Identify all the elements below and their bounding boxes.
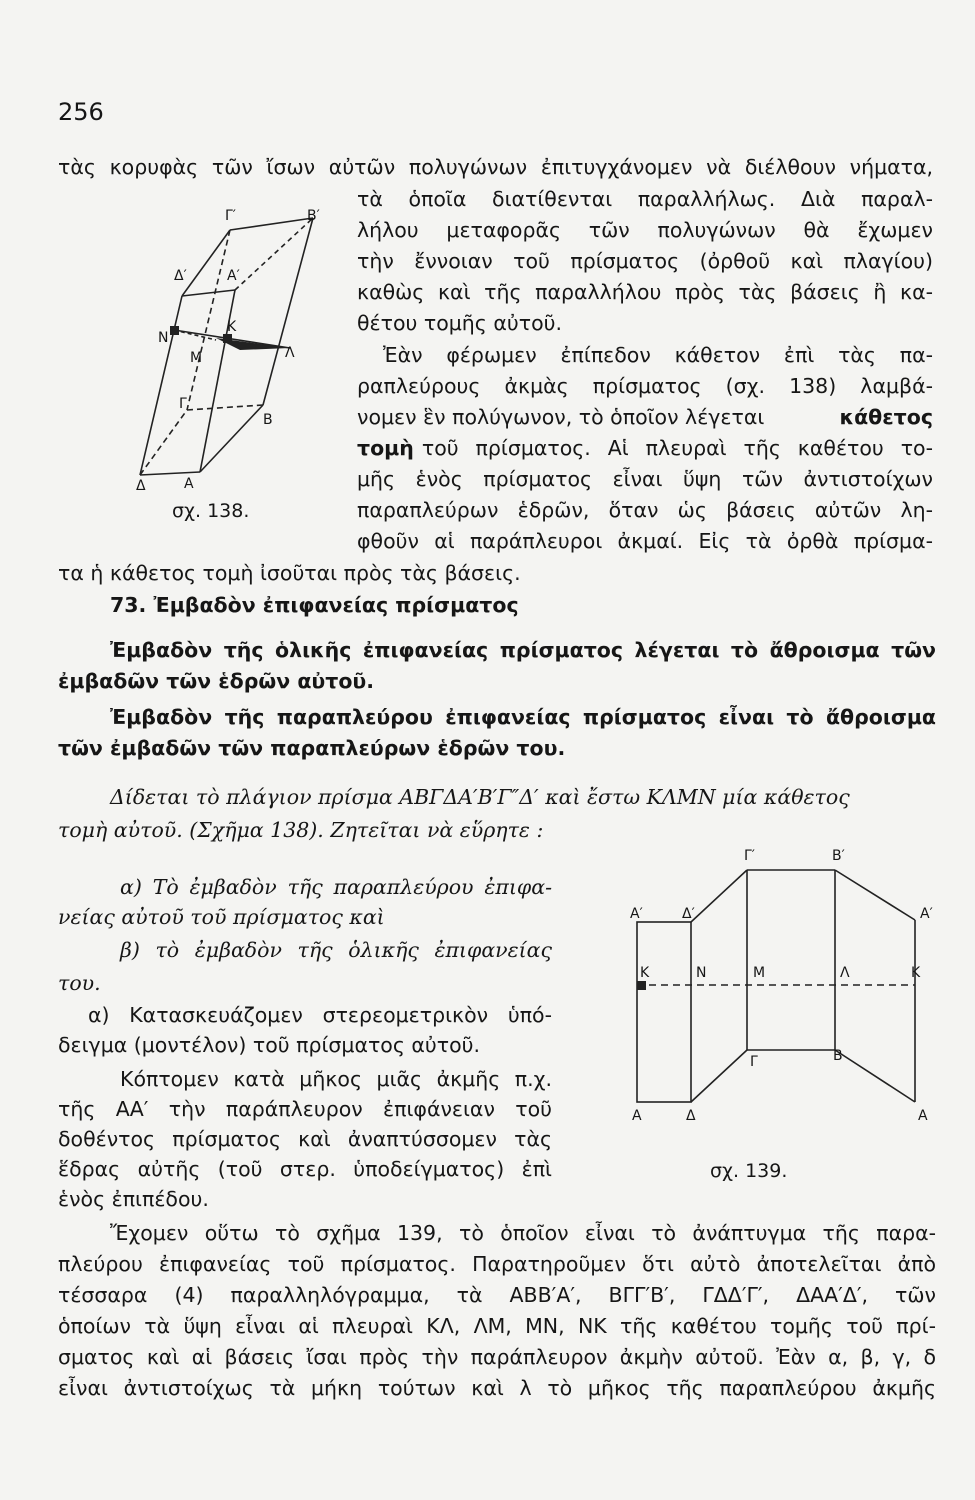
text-span: νομεν ἓν πολύγωνον, τὸ ὁποῖον λέγεται	[357, 405, 765, 429]
label-b: Β	[263, 412, 273, 428]
label-l: Λ	[285, 345, 295, 361]
text-line: τὰ ὁποῖα διατίθενται παραλλήλως. Διὰ παραλ-	[357, 187, 933, 211]
text-line: τὰς κορυφὰς τῶν ἴσων αὐτῶν πολυγώνων ἐπιτυγχάνομεν νὰ διέλθουν νήματα,	[58, 155, 933, 179]
text-span: τοῦ πρίσματος. Αἱ πλευραὶ τῆς καθέτου το-	[421, 436, 933, 460]
text-line: σματος καὶ αἱ βάσεις ἴσαι πρὸς τὴν παράπλευρον ἀκμὴν αὐτοῦ. Ἐὰν α, β, γ, δ	[58, 1345, 936, 1369]
label-a1: Α′	[227, 268, 240, 284]
section-title: Ἐμβαδὸν ἐπιφανείας πρίσματος	[153, 593, 519, 617]
face-a-d	[637, 922, 691, 1102]
text-line: Ἔχομεν οὕτω τὸ σχῆμα 139, τὸ ὁποῖον εἶναι τὸ ἀνάπτυγμα τῆς παρα-	[110, 1221, 936, 1245]
label-b: Β	[833, 1048, 843, 1064]
label-d: Δ	[136, 478, 146, 494]
label-l: Λ	[840, 965, 850, 981]
figure-138-caption: σχ. 138.	[172, 500, 250, 522]
text-line: τα ἡ κάθετος τομὴ ἰσοῦται πρὸς τὰς βάσεις.	[58, 561, 521, 585]
text-line: λήλου μεταφορᾶς τῶν πολυγώνων θὰ ἔχωμεν	[357, 218, 933, 242]
label-a-right: Α	[918, 1108, 928, 1124]
point-k-marker	[637, 981, 646, 990]
label-a1-right: Α′	[920, 906, 933, 922]
label-a: Α	[184, 476, 194, 492]
section-number: 73.	[110, 593, 147, 617]
label-b1: Β′	[307, 208, 320, 224]
text-line: Κόπτομεν κατὰ μῆκος μιᾶς ἀκμῆς π.χ.	[120, 1067, 552, 1091]
text-line: μῆς ἑνὸς πρίσματος εἶναι ὕψη τῶν ἀντιστοίχων	[357, 467, 933, 491]
section-heading	[110, 590, 519, 620]
text-line: ραπλεύρους ἀκμὰς πρίσματος (σχ. 138) λαμβά-	[357, 374, 933, 398]
label-m: Μ	[753, 965, 766, 981]
text-line	[357, 402, 933, 432]
term-kathetos: κάθετος	[839, 405, 933, 429]
figure-139-caption: σχ. 139.	[710, 1160, 788, 1182]
question-line: νείας αὐτοῦ τοῦ πρίσματος καὶ	[58, 905, 385, 929]
text-line: ἑνὸς ἐπιπέδου.	[58, 1187, 209, 1211]
text-line: τῆς ΑΑ′ τὴν παράπλευρον ἐπιφάνειαν τοῦ	[58, 1097, 552, 1121]
label-k-left: Κ	[640, 965, 650, 981]
label-g1: Γ′	[225, 208, 236, 224]
text-line: παραπλεύρων ἑδρῶν, ὅταν ὡς βάσεις αὐτῶν λη-	[357, 498, 933, 522]
point-n-marker	[170, 326, 179, 335]
question-line: α) Τὸ ἐμβαδὸν τῆς παραπλεύρου ἐπιφα-	[120, 875, 552, 899]
term-tomi: τομὴ	[357, 436, 414, 460]
text-line: δειγμα (μοντέλον) τοῦ πρίσματος αὐτοῦ.	[58, 1033, 481, 1057]
figure-138	[130, 200, 320, 500]
label-d1: Δ′	[682, 906, 695, 922]
label-n: Ν	[696, 965, 707, 981]
label-k-right: Κ	[911, 965, 921, 981]
label-a-left: Α	[632, 1108, 642, 1124]
figure-139	[620, 840, 940, 1130]
question-line: β) τὸ ἐμβαδὸν τῆς ὁλικῆς ἐπιφανείας	[120, 938, 552, 962]
text-line: πλεύρου ἐπιφανείας τοῦ πρίσματος. Παρατηροῦμεν ὅτι αὐτὸ ἀποτελεῖται ἀπὸ	[58, 1252, 936, 1276]
label-g: Γ	[750, 1054, 758, 1070]
point-k-marker	[223, 334, 232, 343]
question-line: του.	[58, 971, 101, 995]
label-n: Ν	[158, 330, 169, 346]
text-line: καθὼς καὶ τῆς παραλλήλου πρὸς τὰς βάσεις ἢ κα-	[357, 280, 933, 304]
definition-line: ἐμβαδῶν τῶν ἑδρῶν αὐτοῦ.	[58, 669, 375, 693]
text-line: ὁποίων τὰ ὕψη εἶναι αἱ πλευραὶ ΚΛ, ΛΜ, ΜΝ, ΝΚ τῆς καθέτου τομῆς τοῦ πρί-	[58, 1314, 936, 1338]
label-k: Κ	[227, 319, 237, 335]
label-a1-left: Α′	[630, 906, 643, 922]
label-m: Μ	[190, 350, 203, 366]
label-d1: Δ′	[174, 268, 187, 284]
text-line: Ἐὰν φέρωμεν ἐπίπεδον κάθετον ἐπὶ τὰς πα-	[383, 343, 933, 367]
text-line	[357, 433, 933, 463]
label-d: Δ	[686, 1108, 696, 1124]
definition-line: τῶν ἐμβαδῶν τῶν παραπλεύρων ἑδρῶν του.	[58, 736, 566, 760]
page-number: 256	[58, 98, 104, 126]
text-line: α) Κατασκευάζομεν στερεομετρικὸν ὑπό-	[88, 1003, 552, 1027]
label-g: Γ	[179, 396, 187, 412]
definition-line: Ἐμβαδὸν τῆς ὁλικῆς ἐπιφανείας πρίσματος λέγεται τὸ ἄθροισμα τῶν	[110, 638, 936, 662]
problem-line: τομὴ αὐτοῦ. (Σχῆμα 138). Ζητεῖται νὰ εὕρητε :	[58, 818, 544, 842]
text-line: τέσσαρα (4) παραλληλόγραμμα, τὰ ΑΒΒ′Α′, ΒΓΓ′Β′, ΓΔΔ′Γ′, ΔΑΑ′Δ′, τῶν	[58, 1283, 936, 1307]
definition-line: Ἐμβαδὸν τῆς παραπλεύρου ἐπιφανείας πρίσματος εἶναι τὸ ἄθροισμα	[110, 705, 936, 729]
label-g1: Γ′	[744, 848, 755, 864]
text-line: φθοῦν αἱ παράπλευροι ἀκμαί. Εἰς τὰ ὀρθὰ πρίσμα-	[357, 529, 933, 553]
text-line: εἶναι ἀντιστοίχως τὰ μήκη τούτων καὶ λ τὸ μῆκος τῆς παραπλεύρου ἀκμῆς	[58, 1376, 936, 1400]
text-line: δοθέντος πρίσματος καὶ ἀναπτύσσομεν τὰς	[58, 1127, 552, 1151]
edge	[230, 218, 313, 230]
text-line: θέτου τομῆς αὐτοῦ.	[357, 311, 562, 335]
text-line: τὴν ἔννοιαν τοῦ πρίσματος (ὀρθοῦ καὶ πλαγίου)	[357, 249, 933, 273]
text-line: ἕδρας αὐτῆς (τοῦ στερ. ὑποδείγματος) ἐπὶ	[58, 1157, 552, 1181]
problem-line: Δίδεται τὸ πλάγιον πρίσμα ΑΒΓΔΑ′Β′Γ″Δ′ καὶ ἔστω ΚΛΜΝ μία κάθετος	[110, 785, 850, 809]
label-b1: Β′	[832, 848, 845, 864]
